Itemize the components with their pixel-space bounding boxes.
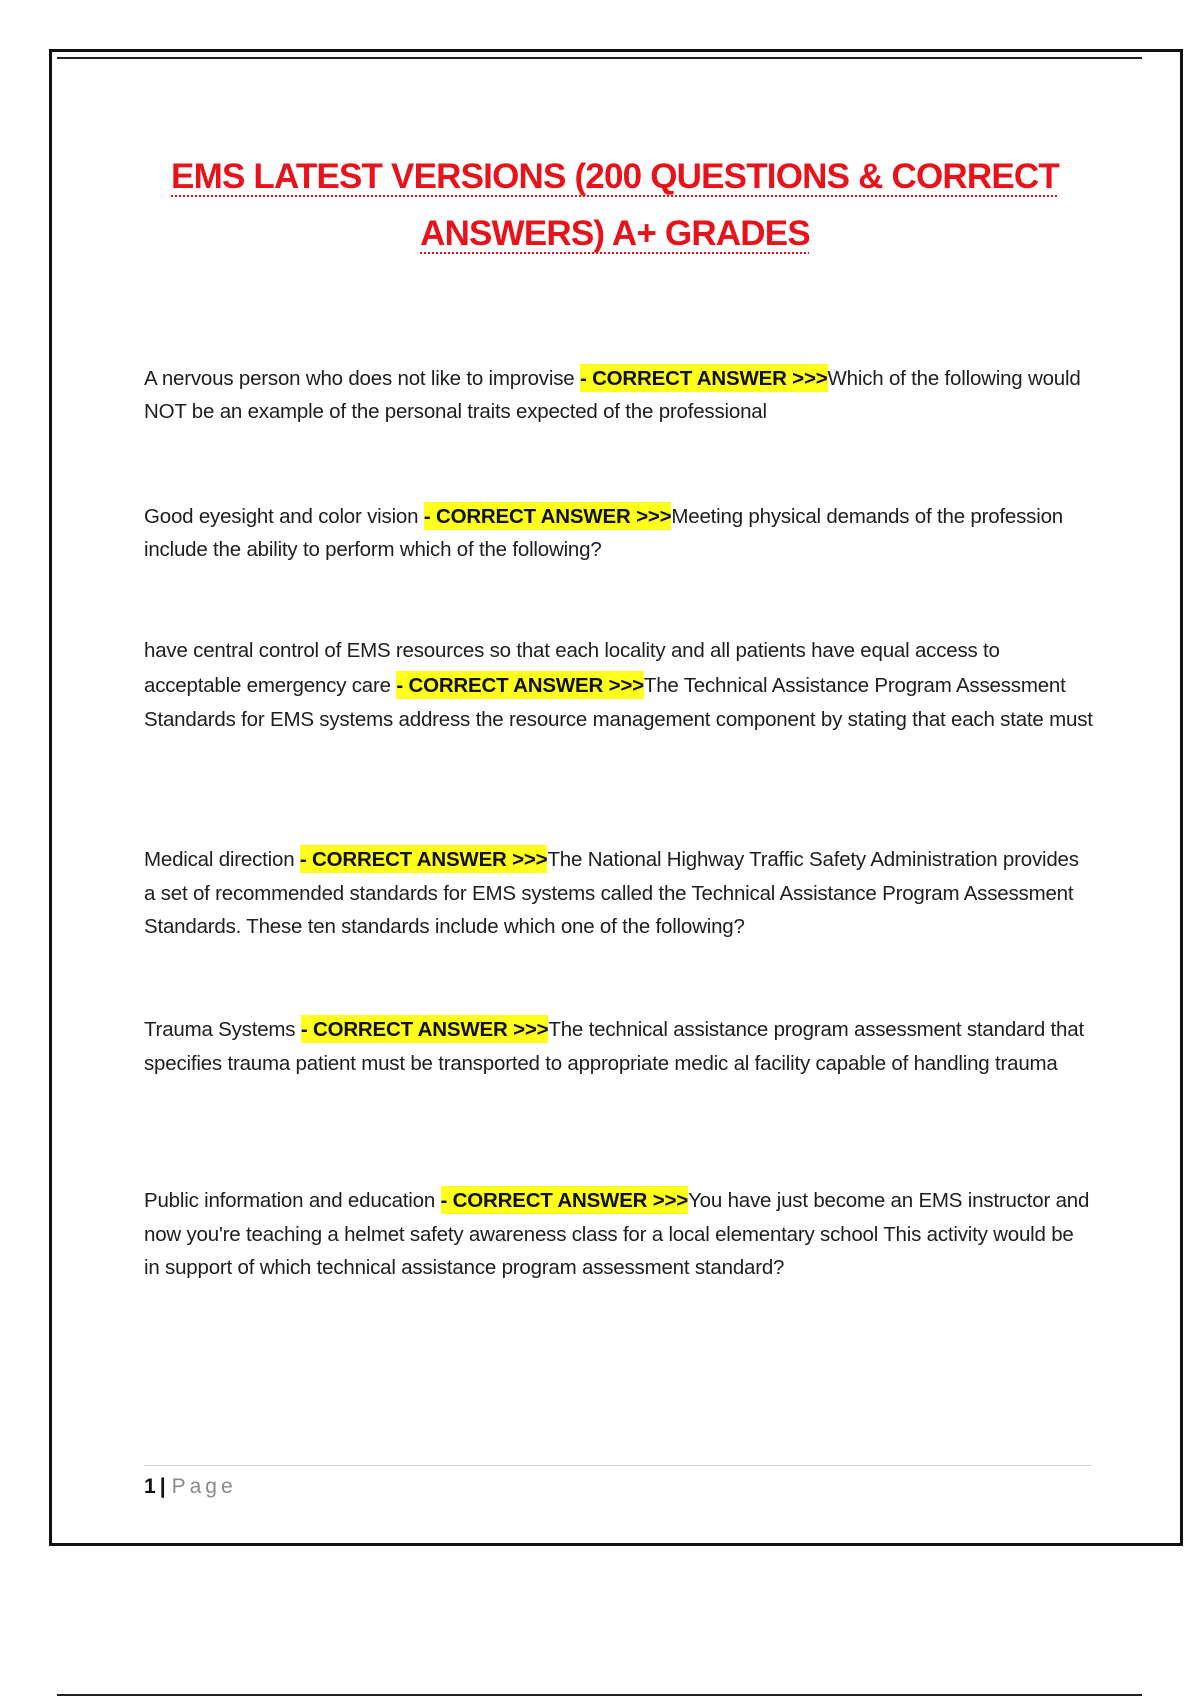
qa-entry-1 [144,363,1094,428]
answer-text: A nervous person who does not like to improvise [144,367,580,390]
question-text: You have just become an EMS instructor and now you're teaching a helmet safety awareness class for a local elementary school This activity would be in support of which technical assistance program assessment standard? [144,1189,1090,1279]
top-rule [57,57,1142,59]
correct-answer-marker: - CORRECT ANSWER >>> [301,1015,549,1043]
page-label: Page [171,1475,237,1498]
answer-text: Public information and education [144,1189,441,1212]
answer-text: Medical direction [144,848,300,871]
qa-entry-5 [144,1013,1094,1080]
answer-text: Good eyesight and color vision [144,505,424,528]
page-footer [144,1472,237,1502]
question-text: The National Highway Traffic Safety Administration provides a set of recommended standards for EMS systems called the Technical Assistance Program Assessment Standards. These ten standards include which one of the following? [144,848,1079,938]
document-title [150,148,1080,262]
document-title-text: EMS LATEST VERSIONS (200 QUESTIONS & CORRECT ANSWERS) A+ GRADES [171,157,1059,253]
question-text: Which of the following would NOT be an example of the personal traits expected of the professional [144,367,1081,423]
question-text: The Technical Assistance Program Assessment Standards for EMS systems address the resource management component by stating that each state must [144,673,1093,731]
qa-entry-4 [144,843,1094,944]
correct-answer-marker: - CORRECT ANSWER >>> [580,364,828,392]
correct-answer-marker: - CORRECT ANSWER >>> [441,1186,689,1214]
footer-separator: | [159,1475,166,1498]
footer-rule [144,1465,1092,1466]
correct-answer-marker: - CORRECT ANSWER >>> [300,845,548,873]
qa-entry-2 [144,501,1094,566]
answer-text: Trauma Systems [144,1018,301,1041]
page-border [49,49,1183,1546]
qa-entry-6 [144,1184,1094,1285]
answer-text: have central control of EMS resources so that each locality and all patients have equal access to acceptable emergency care [144,639,1000,697]
correct-answer-marker: - CORRECT ANSWER >>> [424,502,672,530]
correct-answer-marker: - CORRECT ANSWER >>> [396,671,644,699]
qa-entry-3 [144,634,1094,738]
bottom-rule [57,1694,1142,1696]
question-text: The technical assistance program assessment standard that specifies trauma patient must be transported to appropriate medic al facility capable of handling trauma [144,1018,1084,1075]
page-number: 1 [144,1475,156,1498]
question-text: Meeting physical demands of the profession include the ability to perform which of the following? [144,505,1063,561]
